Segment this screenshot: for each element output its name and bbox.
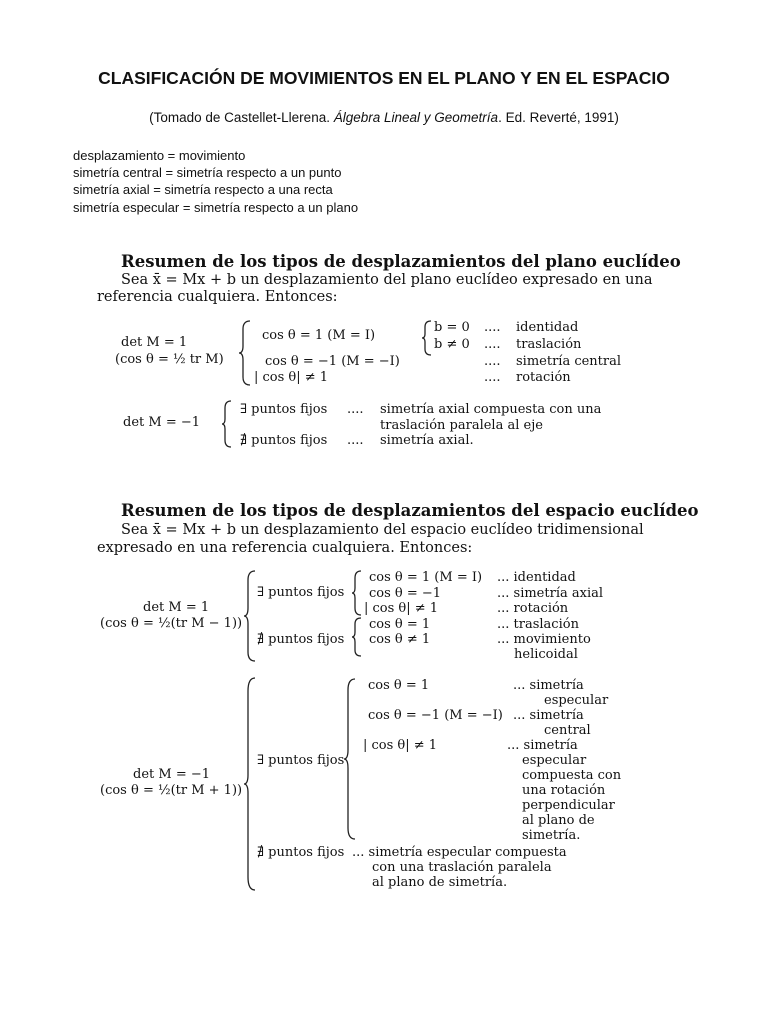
plane-not-exists-fixed: ∄ puntos fijos [240,433,328,448]
plane-dots: .... [347,402,364,417]
space-n-res-especular-2: especular [544,693,609,708]
space-not-exists-fixed: ∄ puntos fijos [257,632,345,647]
space-intro-line2: expresado en una referencia cualquiera. Entonces: [97,540,473,556]
plane-dots: .... [484,320,501,335]
plane-res-sim-central: simetría central [516,354,622,369]
plane-exists-fixed: ∃ puntos fijos [240,402,328,417]
source-book-title: Álgebra Lineal y Geometría [333,110,499,125]
space-n-abs: | cos θ| ≠ 1 [363,738,438,753]
plane-cond-abs: | cos θ| ≠ 1 [254,370,329,385]
space-p-res-mov-2: helicoidal [514,647,578,662]
space-exists-fixed: ∃ puntos fijos [257,585,345,600]
plane-dots: .... [484,370,501,385]
space-pos-notexists-brace [351,617,363,657]
plane-heading: Resumen de los tipos de desplazamientos del plano euclídeo [121,252,681,271]
plane-dots: .... [347,433,364,448]
space-neg-exists-fixed: ∃ puntos fijos [257,753,345,768]
space-n-nf-3: al plano de simetría. [372,875,508,890]
space-neg-exists-brace [343,678,357,840]
plane-det-pos: det M = 1 [121,335,188,350]
space-intro-line1: Sea x̄ = Mx + b un desplazamiento del espacio euclídeo tridimensional [121,522,644,538]
space-p-res-axial: ... simetría axial [497,586,604,601]
space-n-res-central-2: central [544,723,591,738]
space-det-neg-cos: (cos θ = ½(tr M + 1)) [100,783,243,798]
space-n-res-rot-4: una rotación [522,783,606,798]
plane-dots: .... [484,337,501,352]
glossary-item: desplazamiento = movimiento [73,148,246,163]
plane-cond-cos1: cos θ = 1 (M = I) [262,328,376,343]
space-n-nf-1: ... simetría especular compuesta [352,845,567,860]
space-p-n-cosne1: cos θ ≠ 1 [369,632,431,647]
plane-res-traslacion: traslación [516,337,582,352]
space-p-res-rotacion: ... rotación [497,601,569,616]
source-prefix: (Tomado de Castellet-Llerena. [149,110,334,125]
plane-det-neg: det M = −1 [123,415,201,430]
plane-cond-bne0: b ≠ 0 [434,337,470,352]
space-pos-exists-brace [351,570,363,616]
space-neg-brace [243,677,257,891]
space-neg-not-exists-fixed: ∄ puntos fijos [257,845,345,860]
glossary-item: simetría central = simetría respecto a un punto [73,165,342,180]
source-suffix: . Ed. Reverté, 1991) [498,110,619,125]
document-source [0,110,768,125]
space-p-cos1: cos θ = 1 (M = I) [369,570,483,585]
space-n-res-rot-2: especular [522,753,587,768]
glossary-item: simetría axial = simetría respecto a una recta [73,182,333,197]
glossary-item: simetría especular = simetría respecto a un plano [73,200,359,215]
space-n-res-rot-3: compuesta con [522,768,622,783]
space-p-abs: | cos θ| ≠ 1 [364,601,439,616]
space-det-neg: det M = −1 [133,767,211,782]
plane-res-identidad: identidad [516,320,579,335]
space-p-cosm1: cos θ = −1 [369,586,442,601]
space-n-res-central-1: ... simetría [513,708,584,723]
space-p-n-cos1: cos θ = 1 [369,617,431,632]
plane-b-brace [421,320,433,356]
plane-cond-b0: b = 0 [434,320,470,335]
space-n-res-especular-1: ... simetría [513,678,584,693]
space-det-pos: det M = 1 [143,600,210,615]
plane-det-pos-cos: (cos θ = ½ tr M) [115,352,224,367]
plane-intro-line1: Sea x̄ = Mx + b un desplazamiento del plano euclídeo expresado en una [121,272,653,288]
plane-neg-brace [221,400,233,448]
space-p-res-identidad: ... identidad [497,570,576,585]
plane-cond-cosm1: cos θ = −1 (M = −I) [265,354,400,369]
space-n-cosm1: cos θ = −1 (M = −I) [368,708,503,723]
plane-res-rotacion: rotación [516,370,571,385]
space-n-cos1: cos θ = 1 [368,678,430,693]
plane-dots: .... [484,354,501,369]
space-p-res-mov-1: ... movimiento [497,632,591,647]
plane-res-axial: simetría axial. [380,433,474,448]
plane-res-axial-comp-1: simetría axial compuesta con una [380,402,602,417]
space-n-res-rot-6: al plano de [522,813,595,828]
plane-pos-brace [238,320,252,386]
plane-intro-line2: referencia cualquiera. Entonces: [97,289,338,305]
space-n-res-rot-7: simetría. [522,828,581,843]
space-n-res-rot-1: ... simetría [507,738,578,753]
space-pos-brace [243,570,257,662]
space-n-res-rot-5: perpendicular [522,798,615,813]
space-heading: Resumen de los tipos de desplazamientos del espacio euclídeo [121,501,699,520]
space-p-res-traslacion: ... traslación [497,617,579,632]
plane-res-axial-comp-2: traslación paralela al eje [380,418,543,433]
space-det-pos-cos: (cos θ = ½(tr M − 1)) [100,616,243,631]
space-n-nf-2: con una traslación paralela [372,860,552,875]
document-title: CLASIFICACIÓN DE MOVIMIENTOS EN EL PLANO Y EN EL ESPACIO [98,68,670,88]
